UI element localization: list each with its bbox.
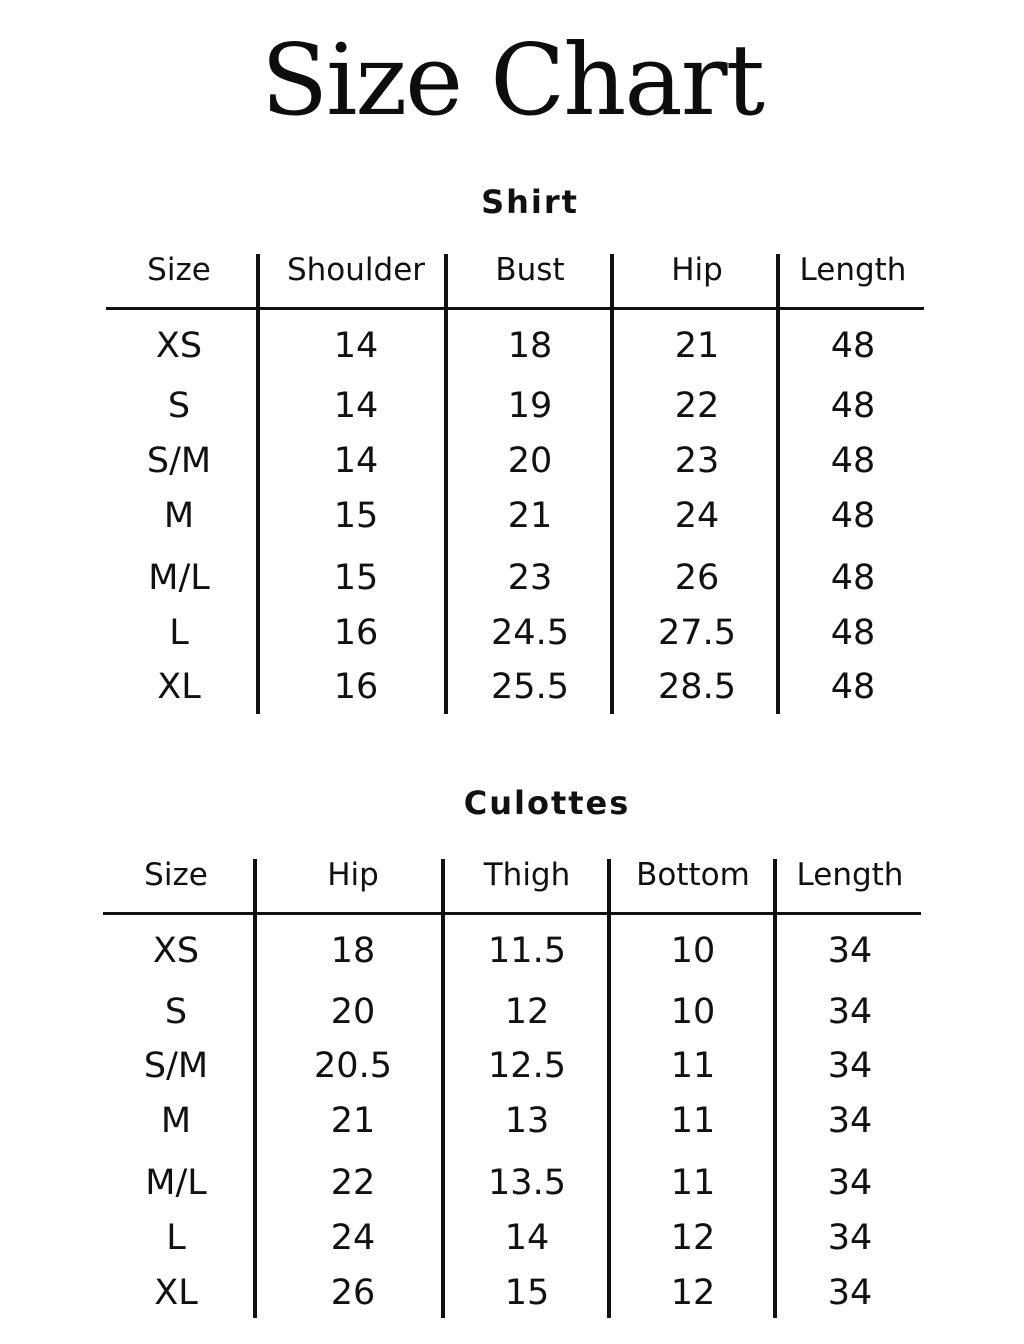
shirt-cell-bust: 24.5 [491, 613, 569, 653]
culottes-cell-length: 34 [827, 992, 873, 1032]
culottes-cell-length: 34 [827, 1273, 873, 1313]
culottes-header-size: Size [144, 857, 208, 893]
shirt-header-length: Length [799, 252, 907, 288]
shirt-cell-length: 48 [830, 441, 876, 481]
shirt-cell-hip: 26 [674, 558, 720, 598]
shirt-cell-length: 48 [830, 326, 876, 366]
shirt-cell-size: M/L [148, 558, 210, 598]
culottes-cell-hip: 24 [330, 1218, 376, 1258]
shirt-cell-length: 48 [830, 558, 876, 598]
shirt-cell-bust: 20 [507, 441, 553, 481]
shirt-cell-size: XL [157, 667, 201, 707]
shirt-cell-length: 48 [830, 613, 876, 653]
shirt-cell-hip: 23 [674, 441, 720, 481]
culottes-cell-length: 34 [827, 931, 873, 971]
culottes-cell-size: XL [154, 1273, 198, 1313]
culottes-cell-size: L [166, 1218, 186, 1258]
shirt-cell-hip: 21 [674, 326, 720, 366]
culottes-cell-bottom: 12 [670, 1218, 716, 1258]
shirt-cell-hip: 28.5 [658, 667, 736, 707]
culottes-cell-hip: 26 [330, 1273, 376, 1313]
shirt-cell-shoulder: 14 [333, 326, 379, 366]
culottes-cell-hip: 22 [330, 1163, 376, 1203]
culottes-section-title: Culottes [463, 784, 631, 822]
shirt-cell-bust: 23 [507, 558, 553, 598]
shirt-cell-shoulder: 14 [333, 441, 379, 481]
shirt-cell-size: S [167, 386, 191, 426]
culottes-cell-thigh: 12 [504, 992, 550, 1032]
shirt-header-divider [106, 307, 924, 310]
shirt-cell-hip: 27.5 [658, 613, 736, 653]
culottes-cell-thigh: 13 [504, 1101, 550, 1141]
shirt-cell-shoulder: 16 [333, 613, 379, 653]
shirt-header-hip: Hip [671, 252, 723, 288]
shirt-cell-length: 48 [830, 667, 876, 707]
shirt-header-bust: Bust [495, 252, 565, 288]
shirt-cell-size: M [163, 496, 195, 536]
page-title: Size Chart [260, 24, 763, 138]
shirt-column-divider [610, 254, 614, 714]
shirt-cell-bust: 25.5 [491, 667, 569, 707]
culottes-header-bottom: Bottom [636, 857, 750, 893]
culottes-cell-bottom: 10 [670, 992, 716, 1032]
shirt-cell-bust: 21 [507, 496, 553, 536]
culottes-cell-length: 34 [827, 1163, 873, 1203]
shirt-cell-length: 48 [830, 496, 876, 536]
culottes-cell-bottom: 10 [670, 931, 716, 971]
shirt-cell-size: L [169, 613, 189, 653]
culottes-header-length: Length [796, 857, 904, 893]
shirt-header-size: Size [147, 252, 211, 288]
culottes-header-divider [103, 912, 921, 915]
culottes-cell-thigh: 14 [504, 1218, 550, 1258]
shirt-cell-shoulder: 14 [333, 386, 379, 426]
culottes-cell-size: XS [152, 931, 200, 971]
shirt-cell-bust: 18 [507, 326, 553, 366]
shirt-cell-hip: 22 [674, 386, 720, 426]
shirt-cell-size: XS [155, 326, 203, 366]
culottes-cell-bottom: 11 [670, 1101, 716, 1141]
culottes-cell-length: 34 [827, 1101, 873, 1141]
culottes-cell-thigh: 13.5 [488, 1163, 566, 1203]
culottes-cell-hip: 18 [330, 931, 376, 971]
culottes-header-thigh: Thigh [483, 857, 571, 893]
culottes-cell-size: M/L [145, 1163, 207, 1203]
culottes-cell-length: 34 [827, 1218, 873, 1258]
shirt-column-divider [444, 254, 448, 714]
culottes-cell-hip: 20.5 [314, 1046, 392, 1086]
shirt-section-title: Shirt [481, 183, 579, 221]
culottes-cell-thigh: 12.5 [488, 1046, 566, 1086]
culottes-cell-length: 34 [827, 1046, 873, 1086]
shirt-cell-shoulder: 15 [333, 496, 379, 536]
shirt-cell-shoulder: 15 [333, 558, 379, 598]
shirt-cell-size: S/M [146, 441, 212, 481]
culottes-cell-bottom: 12 [670, 1273, 716, 1313]
shirt-header-shoulder: Shoulder [286, 252, 426, 288]
shirt-cell-hip: 24 [674, 496, 720, 536]
culottes-column-divider [441, 859, 445, 1318]
culottes-column-divider [607, 859, 611, 1318]
culottes-cell-size: S/M [143, 1046, 209, 1086]
shirt-cell-length: 48 [830, 386, 876, 426]
culottes-cell-thigh: 15 [504, 1273, 550, 1313]
culottes-cell-size: S [164, 992, 188, 1032]
culottes-cell-hip: 21 [330, 1101, 376, 1141]
culottes-cell-hip: 20 [330, 992, 376, 1032]
culottes-cell-bottom: 11 [670, 1046, 716, 1086]
culottes-cell-thigh: 11.5 [488, 931, 566, 971]
shirt-cell-shoulder: 16 [333, 667, 379, 707]
culottes-header-hip: Hip [327, 857, 379, 893]
culottes-cell-size: M [160, 1101, 192, 1141]
culottes-cell-bottom: 11 [670, 1163, 716, 1203]
shirt-cell-bust: 19 [507, 386, 553, 426]
